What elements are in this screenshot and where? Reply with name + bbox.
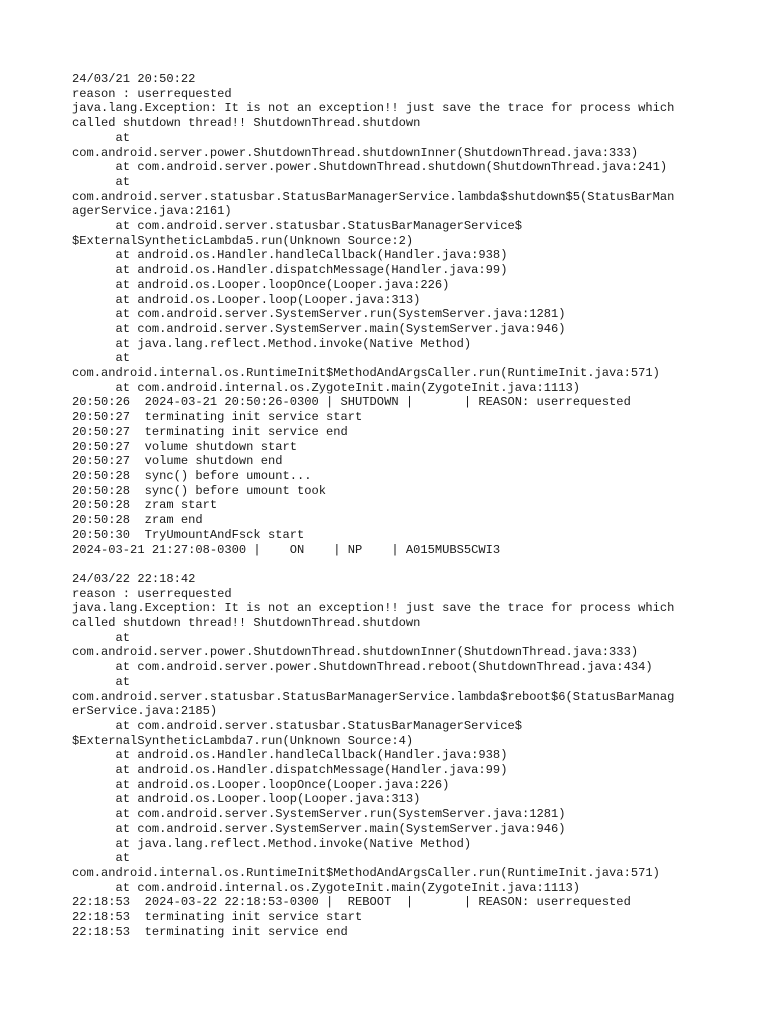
log-entry-1: 24/03/21 20:50:22 reason : userrequested java.lang.Exception: It is not an exception!! just save the trace for process which called shutdown thread!! ShutdownThread.shutdown at com.android.server.power.ShutdownThread.shutdownInner(ShutdownThread.java:333) at com.android.server.power.ShutdownThread.shutdown(ShutdownThread.java:241) at com.android.server.statusbar.StatusBarManagerService.lambda$shutdown$5(StatusBarMan agerService.java:2161) at com.android.server.statusbar.StatusBarManagerService$ $ExternalSyntheticLambda5.run(Unknown Source:2) at android.os.Handler.handleCallback(Handler.java:938) at android.os.Handler.dispatchMessage(Handler.java:99) at android.os.Looper.loopOnce(Looper.java:226) at android.os.Looper.loop(Looper.java:313) at com.android.server.SystemServer.run(SystemServer.java:1281) at com.android.server.SystemServer.main(SystemServer.java:946) at java.lang.reflect.Method.invoke(Native Method) at com.android.internal.os.RuntimeInit$MethodAndArgsCaller.run(RuntimeInit.java:571) at com.android.internal.os.ZygoteInit.main(ZygoteInit.java:1113) 20:50:26 2024-03-21 20:50:26-0300 | SHUTDOWN | | REASON: userrequested 20:50:27 terminating init service start 20:50:27 terminating init service end 20:50:27 volume shutdown start 20:50:27 volume shutdown end 20:50:28 sync() before umount... 20:50:28 sync() before umount took 20:50:28 zram start 20:50:28 zram end 20:50:30 TryUmountAndFsck start 2024-03-21 21:27:08-0300 | ON | NP | A015MUBS5CWI3 bbox=[72, 72, 675, 557]
log-entry-2: 24/03/22 22:18:42 reason : userrequested java.lang.Exception: It is not an exception!! just save the trace for process which called shutdown thread!! ShutdownThread.shutdown at com.android.server.power.ShutdownThread.shutdownInner(ShutdownThread.java:333) at com.android.server.power.ShutdownThread.reboot(ShutdownThread.java:434) at com.android.server.statusbar.StatusBarManagerService.lambda$reboot$6(StatusBarManag erService.java:2185) at com.android.server.statusbar.StatusBarManagerService$ $ExternalSyntheticLambda7.run(Unknown Source:4) at android.os.Handler.handleCallback(Handler.java:938) at android.os.Handler.dispatchMessage(Handler.java:99) at android.os.Looper.loopOnce(Looper.java:226) at android.os.Looper.loop(Looper.java:313) at com.android.server.SystemServer.run(SystemServer.java:1281) at com.android.server.SystemServer.main(SystemServer.java:946) at java.lang.reflect.Method.invoke(Native Method) at com.android.internal.os.RuntimeInit$MethodAndArgsCaller.run(RuntimeInit.java:571) at com.android.internal.os.ZygoteInit.main(ZygoteInit.java:1113) 22:18:53 2024-03-22 22:18:53-0300 | REBOOT | | REASON: userrequested 22:18:53 terminating init service start 22:18:53 terminating init service end bbox=[72, 571, 675, 939]
document-page bbox=[72, 72, 712, 939]
entry-spacer bbox=[72, 557, 712, 572]
